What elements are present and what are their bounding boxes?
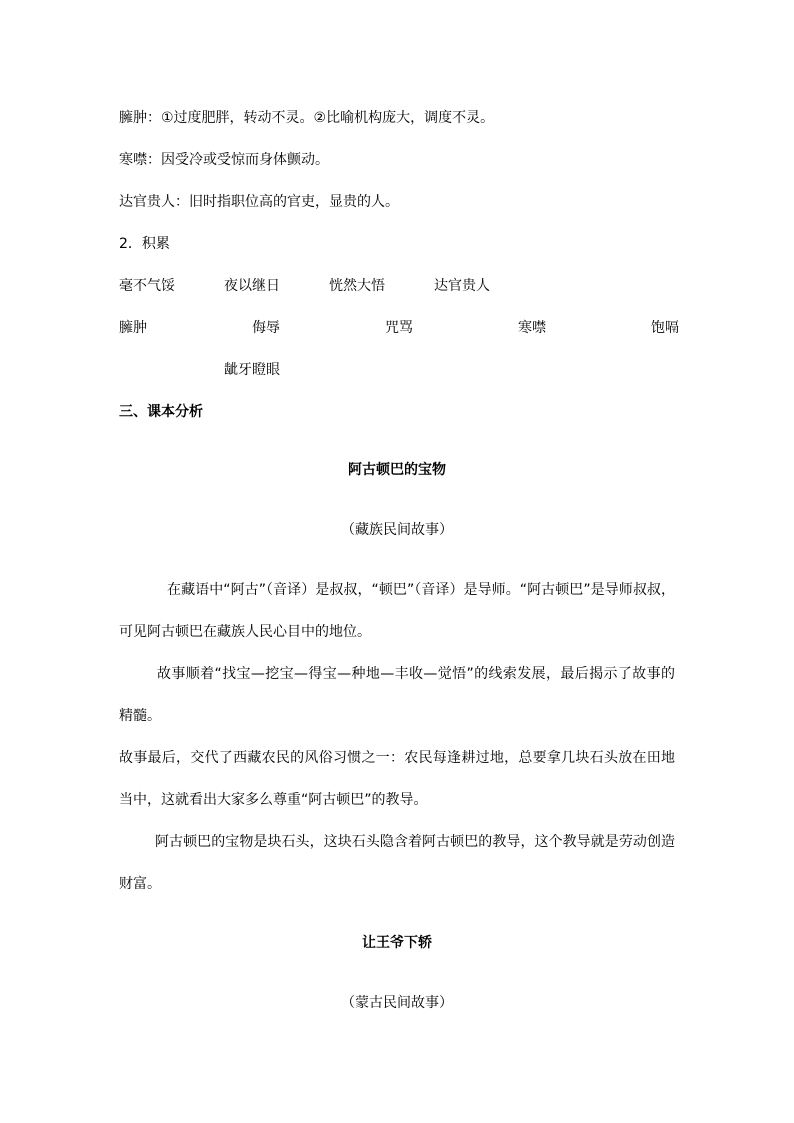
vocab-word: 饱嗝 <box>651 320 679 336</box>
story1-paragraph: 故事最后，交代了西藏农民的风俗习惯之一：农民每逢耕过地，总要拿几块石头放在田地当中，这就看出大家多么尊重“阿古顿巴”的教导。 <box>119 750 675 808</box>
story1-paragraph: 在藏语中“阿古”（音译）是叔叔，“顿巴”（音译）是导师。“阿古顿巴”是导师叔叔，可见阿古顿巴在藏族人民心目中的地位。 <box>119 582 675 640</box>
story1-paragraph: 故事顺着“找宝—挖宝—得宝—种地—丰收—觉悟”的线索发展，最后揭示了故事的精髓。 <box>119 666 675 724</box>
vocab-word: 臃肿 <box>119 320 147 336</box>
definition-shiver: 寒噤：因受冷或受惊而身体颤动。 <box>119 152 329 168</box>
story2-title: 让王爷下轿 <box>362 935 432 951</box>
definition-dignitaries: 达官贵人：旧时指职位高的官吏，显贵的人。 <box>119 194 399 210</box>
section-heading: 三、课本分析 <box>119 404 203 420</box>
vocab-word: 恍然大悟 <box>329 278 385 294</box>
vocab-word: 咒骂 <box>385 320 413 336</box>
vocab-word: 毫不气馁 <box>119 278 175 294</box>
vocab-word: 夜以继日 <box>224 278 280 294</box>
story1-subtitle: （藏族民间故事） <box>341 522 453 538</box>
vocab-word: 达官贵人 <box>434 278 490 294</box>
vocab-word: 侮辱 <box>252 320 280 336</box>
story1-paragraph: 阿古顿巴的宝物是块石头，这块石头隐含着阿古顿巴的教导，这个教导就是劳动创造财富。 <box>119 834 675 892</box>
accumulation-heading: 2．积累 <box>119 236 170 252</box>
story1-title: 阿古顿巴的宝物 <box>348 462 446 478</box>
story2-subtitle: （蒙古民间故事） <box>341 995 453 1011</box>
definition-bloated: 臃肿：①过度肥胖，转动不灵。②比喻机构庞大，调度不灵。 <box>119 110 495 126</box>
vocab-word: 寒噤 <box>518 320 546 336</box>
vocab-word: 龇牙瞪眼 <box>224 362 280 378</box>
